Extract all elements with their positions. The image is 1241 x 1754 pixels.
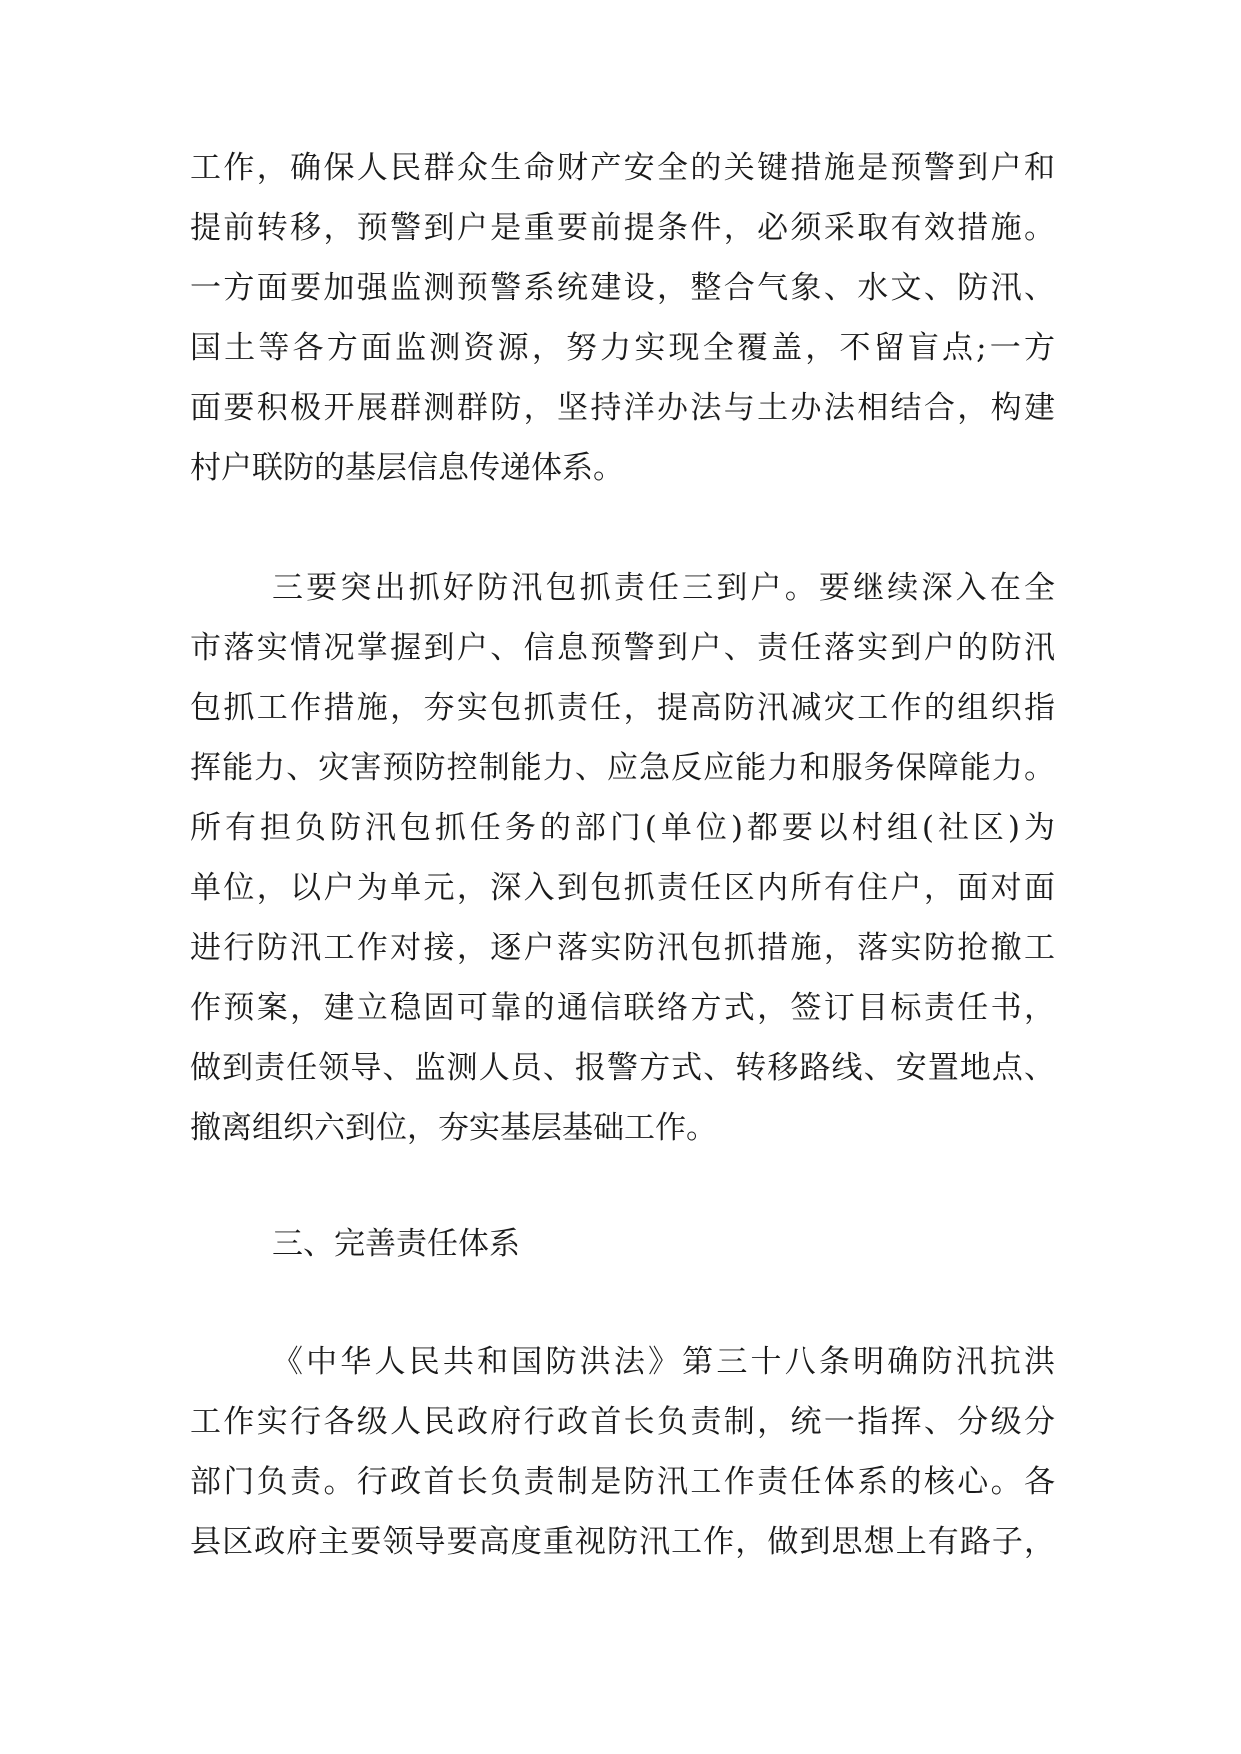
paragraph-3-line-3: 部门负责。行政首长负责制是防汛工作责任体系的核心。各: [190, 1464, 1055, 1500]
section-heading: 三、完善责任体系: [272, 1226, 520, 1262]
paragraph-1-line-3: 一方面要加强监测预警系统建设，整合气象、水文、防汛、: [190, 270, 1055, 306]
paragraph-2-line-5: 所有担负防汛包抓任务的部门(单位)都要以村组(社区)为: [190, 810, 1055, 846]
paragraph-2-line-3: 包抓工作措施，夯实包抓责任，提高防汛减灾工作的组织指: [190, 690, 1055, 726]
paragraph-3-line-2: 工作实行各级人民政府行政首长负责制，统一指挥、分级分: [190, 1404, 1055, 1440]
paragraph-2-line-8: 作预案，建立稳固可靠的通信联络方式，签订目标责任书，: [190, 990, 1055, 1026]
paragraph-2-line-4: 挥能力、灾害预防控制能力、应急反应能力和服务保障能力。: [190, 750, 1055, 786]
paragraph-2-line-2: 市落实情况掌握到户、信息预警到户、责任落实到户的防汛: [190, 630, 1055, 666]
paragraph-1-line-1: 工作，确保人民群众生命财产安全的关键措施是预警到户和: [190, 150, 1055, 186]
paragraph-1-line-6: 村户联防的基层信息传递体系。: [190, 450, 624, 486]
paragraph-2-line-10: 撤离组织六到位，夯实基层基础工作。: [190, 1110, 717, 1146]
paragraph-2-line-9: 做到责任领导、监测人员、报警方式、转移路线、安置地点、: [190, 1050, 1055, 1086]
paragraph-3-line-4: 县区政府主要领导要高度重视防汛工作，做到思想上有路子，: [190, 1524, 1055, 1560]
paragraph-2-line-6: 单位，以户为单元，深入到包抓责任区内所有住户，面对面: [190, 870, 1055, 906]
paragraph-1-line-2: 提前转移，预警到户是重要前提条件，必须采取有效措施。: [190, 210, 1055, 246]
paragraph-2-line-7: 进行防汛工作对接，逐户落实防汛包抓措施，落实防抢撤工: [190, 930, 1055, 966]
paragraph-1-line-5: 面要积极开展群测群防，坚持洋办法与土办法相结合，构建: [190, 390, 1055, 426]
paragraph-3-line-1: 《中华人民共和国防洪法》第三十八条明确防汛抗洪: [272, 1344, 1055, 1380]
paragraph-2-line-1: 三要突出抓好防汛包抓责任三到户。要继续深入在全: [272, 570, 1055, 606]
paragraph-1-line-4: 国土等各方面监测资源，努力实现全覆盖，不留盲点;一方: [190, 330, 1055, 366]
